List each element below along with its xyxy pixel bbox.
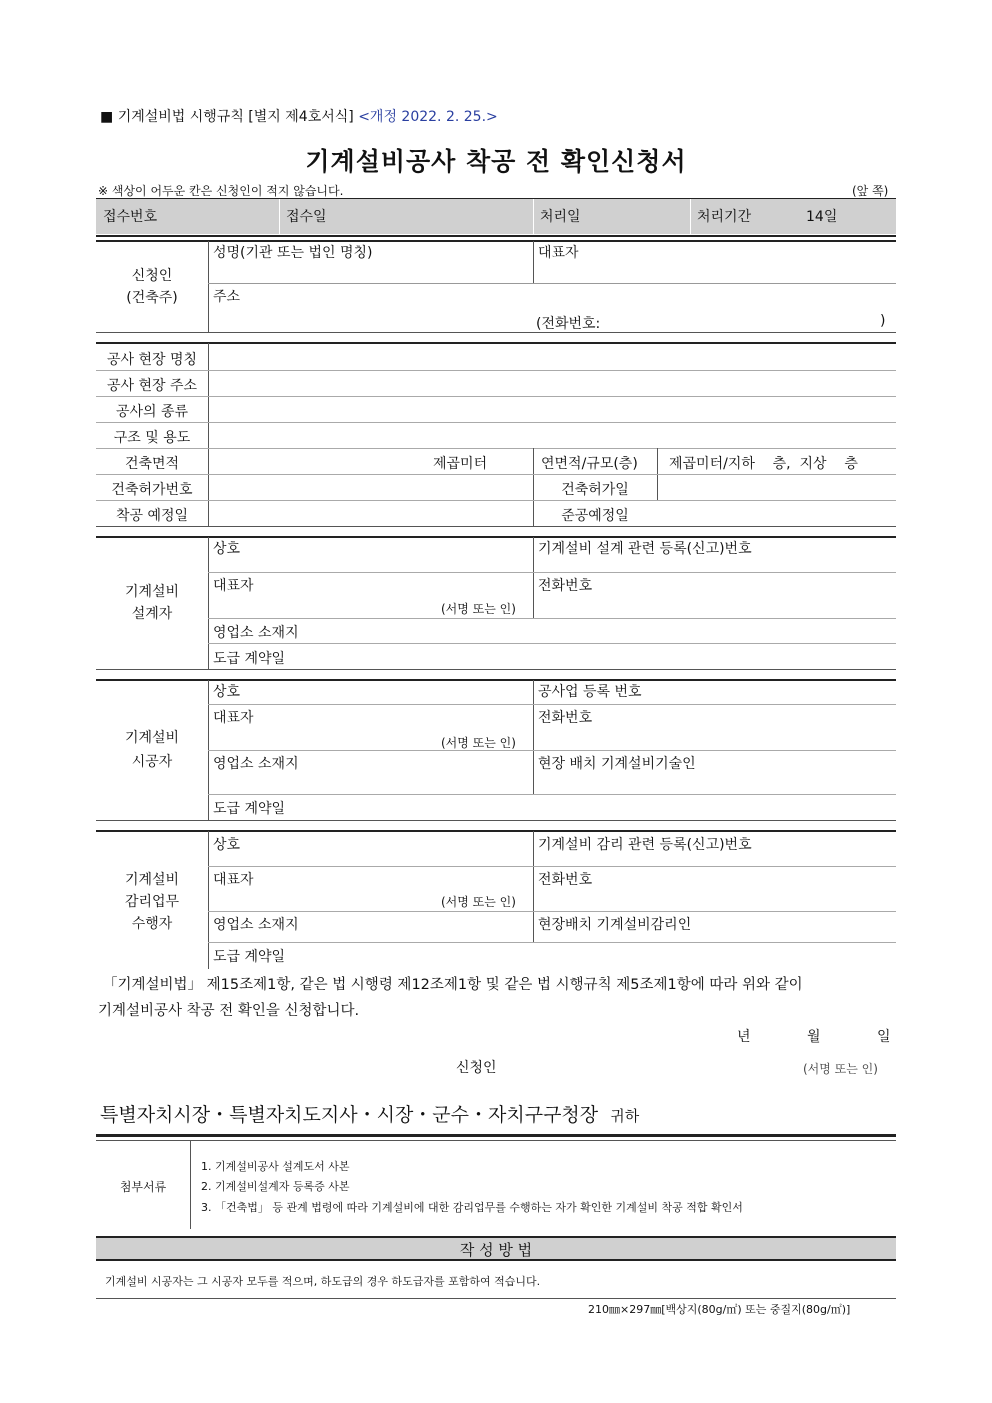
instructions-title: 작 성 방 법 <box>459 1241 533 1259</box>
supervisor-contract-label: 도급 계약일 <box>213 949 286 965</box>
law-reference: 기계설비법 시행규칙 [별지 제4호서식] <box>117 109 354 125</box>
applicant-address-label: 주소 <box>213 289 241 305</box>
contractor-rep-label: 대표자 <box>213 710 254 726</box>
supervisor-office-label: 영업소 소재지 <box>213 917 299 933</box>
date-day: 일 <box>877 1029 891 1045</box>
end-date-label: 준공예정일 <box>561 508 629 524</box>
process-period-value: 14일 <box>806 209 838 225</box>
contractor-sign-label: (서명 또는 인) <box>441 736 516 750</box>
statement-line2: 기계설비공사 착공 전 확인을 신청합니다. <box>98 1003 360 1019</box>
permit-date-label: 건축허가일 <box>561 482 629 498</box>
applicant-rep-label: 대표자 <box>538 245 579 261</box>
designer-company-label: 상호 <box>213 541 241 557</box>
applicant-section-label: 신청인 (건축주) <box>126 268 178 306</box>
date-year: 년 <box>737 1029 751 1045</box>
revision-date: <개정 2022. 2. 25.> <box>358 109 498 125</box>
supervisor-inspector-label: 현장배치 기계설비감리인 <box>538 917 692 933</box>
applicant-phone-label: (전화번호: <box>536 316 601 332</box>
designer-sign-label: (서명 또는 인) <box>441 602 516 616</box>
date-month: 월 <box>807 1029 821 1045</box>
supervisor-company-label: 상호 <box>213 837 241 853</box>
site-name-label: 공사 현장 명칭 <box>106 352 198 368</box>
page-title: 기계설비공사 착공 전 확인신청서 <box>305 147 687 176</box>
contractor-company-label: 상호 <box>213 684 241 700</box>
applicant-phone-close: ) <box>880 313 886 329</box>
building-area-unit: 제곱미터 <box>433 456 488 472</box>
contractor-section-label: 기계설비 시공자 <box>124 730 180 770</box>
process-date-label: 처리일 <box>540 209 581 225</box>
contractor-phone-label: 전화번호 <box>538 710 593 726</box>
designer-rep-label: 대표자 <box>213 578 254 594</box>
signer-label: 신청인 <box>456 1060 497 1076</box>
work-type-label: 공사의 종류 <box>115 404 189 420</box>
recipient-suffix: 귀하 <box>610 1107 640 1125</box>
contractor-contract-label: 도급 계약일 <box>213 801 286 817</box>
supervisor-phone-label: 전화번호 <box>538 872 593 888</box>
supervisor-reg-label: 기계설비 감리 관련 등록(신고)번호 <box>538 837 752 853</box>
building-area-label: 건축면적 <box>124 456 180 472</box>
receipt-date-label: 접수일 <box>286 209 327 225</box>
contractor-reg-label: 공사업 등록 번호 <box>538 684 642 700</box>
recipient <box>100 1100 639 1127</box>
contractor-tech-label: 현장 배치 기계설비기술인 <box>538 756 696 772</box>
instructions-text: 기계설비 시공자는 그 시공자 모두를 적으며, 하도급의 경우 하도급자를 포함하여 적습니다. <box>105 1275 541 1288</box>
recipient-name: 특별자치시장・특별자치도지사・시장・군수・자치구구청장 <box>100 1104 599 1126</box>
contractor-office-label: 영업소 소재지 <box>213 756 299 772</box>
attachment-item: 2. 기계설비설계자 등록증 사본 <box>201 1180 350 1193</box>
permit-no-label: 건축허가번호 <box>111 482 193 498</box>
applicant-name-label: 성명(기관 또는 법인 명칭) <box>213 245 373 261</box>
attachments-label: 첨부서류 <box>119 1180 167 1194</box>
designer-section-label: 기계설비 설계자 <box>124 584 180 622</box>
form-reference <box>100 106 498 126</box>
structure-use-label: 구조 및 용도 <box>113 430 191 446</box>
receipt-bottom-border <box>96 235 896 237</box>
start-date-label: 착공 예정일 <box>115 508 189 524</box>
attachment-item: 3. 「건축법」 등 관계 법령에 따라 기계설비에 대한 감리업무를 수행하는 자가 확인한 기계설비 착공 적합 확인서 <box>201 1201 743 1214</box>
site-address-label: 공사 현장 주소 <box>106 378 198 394</box>
floor-area-label: 연면적/규모(층) <box>541 456 638 472</box>
bullet-icon: ■ <box>100 109 114 125</box>
receipt-no-label: 접수번호 <box>103 209 158 225</box>
designer-contract-label: 도급 계약일 <box>213 651 286 667</box>
supervisor-sign-label: (서명 또는 인) <box>441 895 516 909</box>
signer-sign-label: (서명 또는 인) <box>803 1062 878 1076</box>
floor-area-unit: 제곱미터/지하 층, 지상 층 <box>669 456 858 472</box>
designer-reg-label: 기계설비 설계 관련 등록(신고)번호 <box>538 541 752 557</box>
statement-line1: 「기계설비법」 제15조제1항, 같은 법 시행령 제12조제1항 및 같은 법 시행규칙 제5조제1항에 따라 위와 같이 <box>103 977 803 993</box>
supervisor-rep-label: 대표자 <box>213 872 254 888</box>
supervisor-section-label: 기계설비 감리업무 수행자 <box>124 872 180 932</box>
paper-spec: 210㎜×297㎜[백상지(80g/㎡) 또는 중질지(80g/㎡)] <box>588 1303 851 1316</box>
receipt-box <box>96 199 896 234</box>
attachment-item: 1. 기계설비공사 설계도서 사본 <box>201 1160 350 1173</box>
process-period-label: 처리기간 <box>697 209 752 225</box>
designer-office-label: 영업소 소재지 <box>213 625 299 641</box>
shading-note: ※ 색상이 어두운 칸은 신청인이 적지 않습니다. <box>98 184 344 198</box>
designer-phone-label: 전화번호 <box>538 578 593 594</box>
page-side: (앞 쪽) <box>852 184 889 198</box>
